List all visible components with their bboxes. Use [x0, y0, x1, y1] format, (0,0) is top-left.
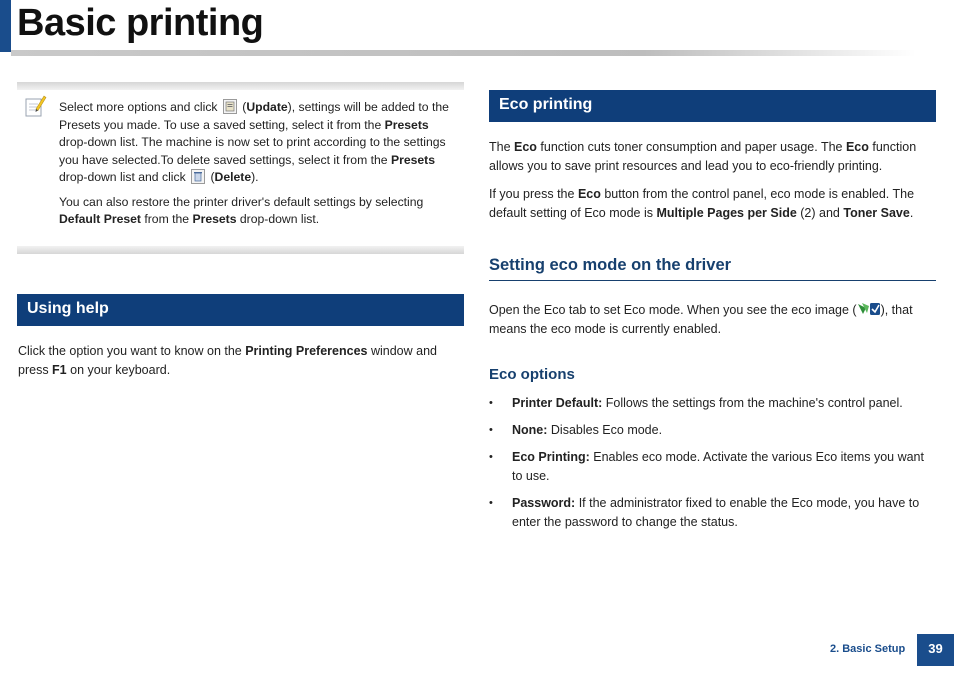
- using-help-text: Click the option you want to know on the Printing Preferences window and press F1 on your keyboard.: [18, 344, 437, 377]
- eco-options-heading: Eco options: [489, 366, 575, 383]
- list-item: • None: Disables Eco mode.: [489, 421, 936, 440]
- update-icon: [223, 99, 237, 114]
- driver-heading: Setting eco mode on the driver: [489, 256, 936, 281]
- eco-leaf-icon: [857, 302, 881, 316]
- driver-text: Open the Eco tab to set Eco mode. When you see the eco image ( ), that means the eco mode is currently enabled.: [489, 303, 913, 336]
- section-eco-printing: Eco printing: [489, 90, 936, 122]
- note-top-border: [17, 82, 464, 90]
- delete-icon: [191, 169, 205, 184]
- page-number: 39: [917, 634, 954, 666]
- page-title: Basic printing: [17, 2, 264, 44]
- note-text: [59, 99, 459, 236]
- note-bottom-border: [17, 246, 464, 254]
- title-divider: [11, 50, 916, 56]
- note-paragraph-1: Select more options and click (Update), settings will be added to the Presets you made. To use a saved setting, select it from the Presets drop-down list. The machine is now set to print according to the settings you have selected.To delete saved settings, select it from the Presets drop-down list and click (Delete).: [59, 100, 449, 184]
- section-using-help: Using help: [17, 294, 464, 326]
- list-item: • Password: If the administrator fixed to enable the Eco mode, you have to enter the password to change the status.: [489, 494, 936, 532]
- note-paragraph-2: You can also restore the printer driver's default settings by selecting Default Preset from the Presets drop-down list.: [59, 194, 424, 226]
- list-item: • Eco Printing: Enables eco mode. Activate the various Eco items you want to use.: [489, 448, 936, 486]
- eco-paragraph-2: If you press the Eco button from the control panel, eco mode is enabled. The default setting of Eco mode is Multiple Pages per Side (2) and Toner Save.: [489, 187, 915, 220]
- left-accent-bar: [0, 0, 11, 52]
- eco-options-list: [489, 394, 936, 540]
- note-box: [17, 82, 464, 254]
- note-pencil-icon: [25, 94, 47, 118]
- list-item: • Printer Default: Follows the settings from the machine's control panel.: [489, 394, 936, 413]
- eco-paragraph-1: The Eco function cuts toner consumption and paper usage. The Eco function allows you to save print resources and lead you to eco-friendly printing.: [489, 140, 917, 173]
- footer-section-label: 2. Basic Setup: [830, 643, 906, 655]
